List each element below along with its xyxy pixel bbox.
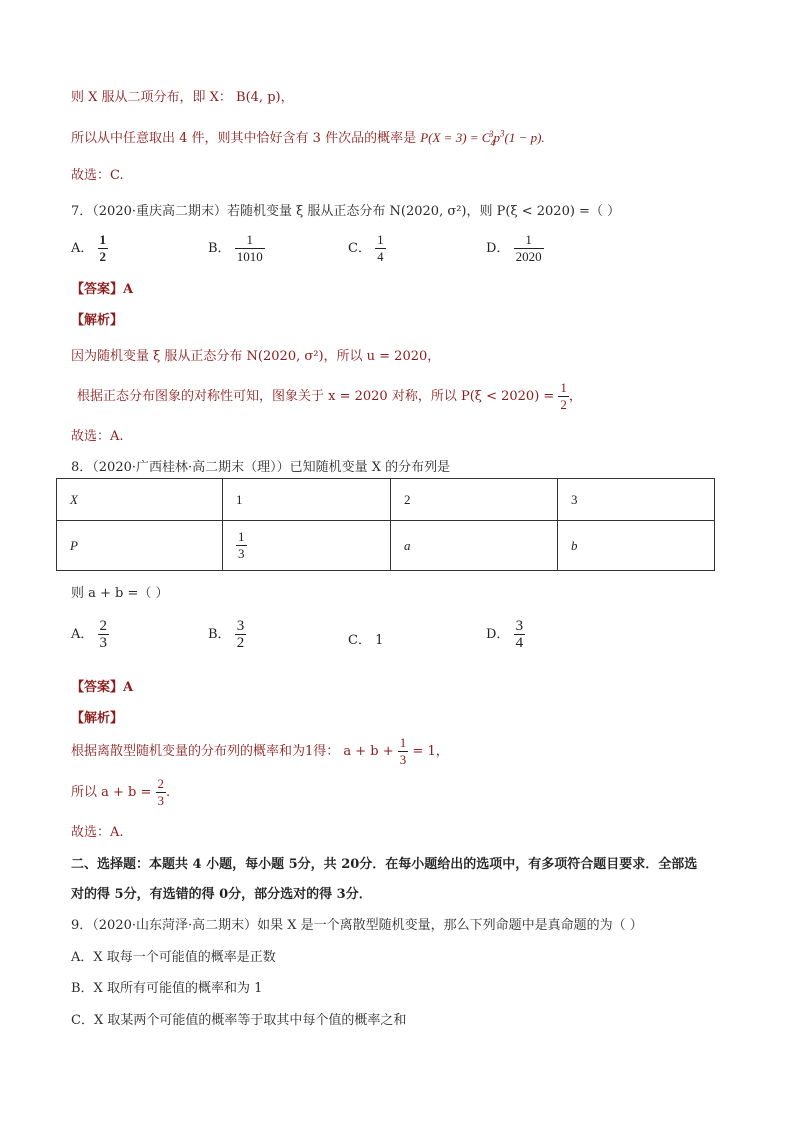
fraction: $\frac{1}{2020}$ xyxy=(515,232,542,264)
fraction: $\frac{1}{2}$ xyxy=(560,380,567,412)
binomial-formula: $P(X = 3) = C_4^3p^3(1 - p)$. xyxy=(420,128,545,148)
fraction: $\frac{2}{3}$ xyxy=(99,618,108,651)
section-2-heading-line-2: 对的得 5分，有选错的得 0分，部分选对的得 3分． xyxy=(71,887,372,902)
solution-line-binomial: 则 X 服从二项分布，即 X： B(4, p)， xyxy=(71,90,294,105)
solution-7-line-2: 根据正态分布图象的对称性可知，图象关于 x = 2020 对称，所以 P(ξ < 2020) = $\frac{1}{2}$ ， xyxy=(77,380,582,412)
analysis-label-8: 【解析】 xyxy=(71,711,124,726)
fraction: $\frac{3}{2}$ xyxy=(236,618,245,651)
table-cell: 1 xyxy=(223,479,391,521)
q8-option-d: D． $\frac{3}{4}$ xyxy=(486,618,524,651)
q8-option-c: C． 1 xyxy=(348,633,384,648)
q7-option-d: D． $\frac{1}{2020}$ xyxy=(486,232,542,264)
table-cell: P xyxy=(57,521,223,571)
answer-label-7: 【答案】A xyxy=(71,282,134,297)
q8-option-a: A． $\frac{2}{3}$ xyxy=(71,618,108,651)
table-row xyxy=(57,479,715,521)
question-8-ask: 则 a + b =（ ） xyxy=(71,586,169,601)
solution-8-line-2: 所以 a + b = $\frac{2}{3}$ . xyxy=(71,776,171,808)
answer-choice-line: 故选：C. xyxy=(71,168,124,183)
fraction: $\frac{3}{4}$ xyxy=(515,618,524,651)
table-cell: a xyxy=(391,521,558,571)
table-cell: X xyxy=(57,479,223,521)
fraction: $\frac{1}{4}$ xyxy=(377,232,384,264)
q7-option-c: C． $\frac{1}{4}$ xyxy=(348,232,384,264)
answer-choice-8: 故选：A. xyxy=(71,825,124,840)
q9-option-a: A．X 取每一个可能值的概率是正数 xyxy=(71,950,276,965)
q9-option-b: B．X 取所有可能值的概率和为 1 xyxy=(71,981,263,996)
table-cell xyxy=(223,521,391,571)
question-7: 7．（2020·重庆高二期末）若随机变量 ξ 服从正态分布 N(2020, σ²)，则 P(ξ < 2020) =（ ） xyxy=(71,204,621,219)
q7-option-a: A． $\frac{1}{2}$ xyxy=(71,232,107,264)
solution-8-line-1: 根据离散型随机变量的分布列的概率和为1得： a + b + $\frac{1}{3}$ = 1， xyxy=(71,735,449,767)
table-cell: 3 xyxy=(558,479,715,521)
fraction: $\frac{1}{3}$ xyxy=(399,735,407,767)
fraction: $\frac{1}{3}$ xyxy=(238,529,245,561)
question-9: 9．（2020·山东菏泽·高二期末）如果 X 是一个离散型随机变量，那么下列命题中是真命题的为（ ） xyxy=(71,918,643,933)
solution-text: 所以从中任意取出 4 件，则其中恰好含有 3 件次品的概率是 xyxy=(71,131,421,146)
fraction: $\frac{1}{2}$ xyxy=(99,232,107,264)
table-cell: b xyxy=(558,521,715,571)
q8-option-b: B． $\frac{3}{2}$ xyxy=(208,618,245,651)
table-cell: 2 xyxy=(391,479,558,521)
solution-line-probability xyxy=(71,127,545,148)
answer-label-8: 【答案】A xyxy=(71,680,134,695)
fraction: $\frac{2}{3}$ xyxy=(157,776,165,808)
answer-choice-7: 故选：A. xyxy=(71,429,124,444)
solution-7-line-1: 因为随机变量 ξ 服从正态分布 N(2020, σ²)，所以 u = 2020， xyxy=(71,349,441,364)
q7-option-b: B． $\frac{1}{1010}$ xyxy=(208,232,263,264)
distribution-table xyxy=(56,478,715,571)
table-row xyxy=(57,521,715,571)
section-2-heading-line-1: 二、选择题：本题共 4 小题，每小题 5分，共 20分．在每小题给出的选项中，有多项符合题目要求．全部选 xyxy=(71,857,698,872)
analysis-label-7: 【解析】 xyxy=(71,313,124,328)
fraction: $\frac{1}{1010}$ xyxy=(236,232,263,264)
q9-option-c: C．X 取某两个可能值的概率等于取其中每个值的概率之和 xyxy=(71,1013,407,1028)
question-8: 8．（2020·广西桂林·高二期末（理））已知随机变量 X 的分布列是 xyxy=(71,460,451,475)
